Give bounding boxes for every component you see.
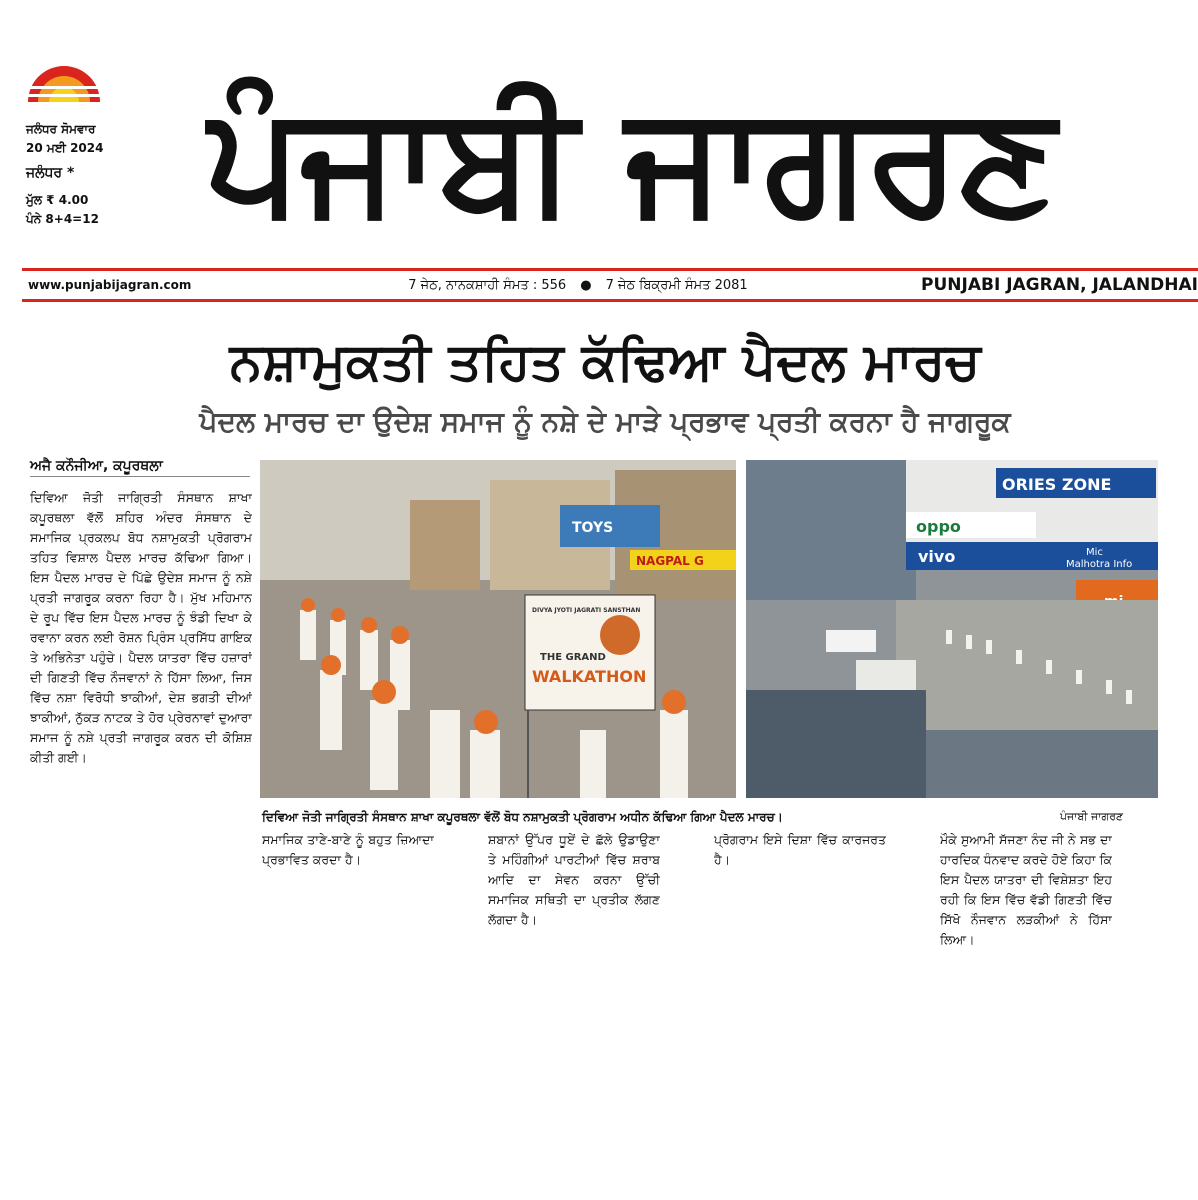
- column-text: ਮੌਕੇ ਸੁਆਮੀ ਸੱਜਣਾ ਨੰਦ ਜੀ ਨੇ ਸਭ ਦਾ ਹਾਰਦਿਕ ਧੰਨਵਾਦ ਕਰਦੇ ਹੋਏ ਕਿਹਾ ਕਿ ਇਸ ਪੈਦਲ ਯਾਤਰਾ ਦੀ ਵਿਸ਼ੇਸ਼ਤਾ ਇਹ ਰਹੀ ਕਿ ਇਸ ਵਿੱਚ ਵੱਡੀ ਗਿਣਤੀ ਵਿੱਚ ਸਿੱਖੋ ਨੌਜਵਾਨ ਲੜਕੀਆਂ ਨੇ ਹਿੱਸਾ ਲਿਆ।: [940, 832, 1112, 947]
- banner-org: DIVYA JYOTI JAGRATI SANSTHAN: [532, 607, 641, 614]
- photo-aerial-illustration: [746, 460, 1158, 798]
- article-column-1: [262, 830, 434, 1190]
- website-link[interactable]: www.punjabijagran.com: [28, 278, 192, 292]
- article-column-4: [940, 830, 1112, 1190]
- newspaper-title: ਪੰਜਾਬੀ ਜਾਗਰਣ: [205, 73, 1054, 247]
- banner-walkathon: WALKATHON: [532, 667, 647, 686]
- bullet-icon: ●: [580, 277, 592, 293]
- photo-walkathon: [260, 460, 736, 798]
- photo-walkathon-illustration: [260, 460, 736, 798]
- column-text: ਸ਼ਬਾਨਾਂ ਉੱਪਰ ਧੂਏਂ ਦੇ ਛੱਲੇ ਉਡਾਉਣਾ ਤੇ ਮਹਿੰਗੀਆਂ ਪਾਰਟੀਆਂ ਵਿੱਚ ਸ਼ਰਾਬ ਆਦਿ ਦਾ ਸੇਵਨ ਕਰਨਾ ਉੱਚੀ ਸਮਾਜਿਕ ਸਥਿਤੀ ਦਾ ਪ੍ਰਤੀਕ ਲੱਗਣ ਲੱਗਦਾ ਹੈ।: [488, 832, 660, 927]
- toys-shop-sign: TOYS: [572, 520, 614, 536]
- edition-city: ਜਲੰਧਰ *: [26, 165, 75, 181]
- column-text: ਸਮਾਜਿਕ ਤਾਣੇ-ਬਾਣੇ ਨੂੰ ਬਹੁਤ ਜ਼ਿਆਦਾ ਪ੍ਰਭਾਵਿਤ ਕਰਦਾ ਹੈ।: [262, 832, 434, 867]
- column-text: ਦਿਵਿਆ ਜੋਤੀ ਜਾਗ੍ਰਿਤੀ ਸੰਸਥਾਨ ਸ਼ਾਖਾ ਕਪੂਰਥਲਾ ਵੱਲੋਂ ਸ਼ਹਿਰ ਅੰਦਰ ਸੰਸਥਾਨ ਦੇ ਸਮਾਜਿਕ ਪ੍ਰਕਲਪ ਬੋਧ ਨਸ਼ਾਮੁਕਤੀ ਪ੍ਰੋਗਰਾਮ ਤਹਿਤ ਵਿਸ਼ਾਲ ਪੈਦਲ ਮਾਰਚ ਕੱਢਿਆ ਗਿਆ। ਇਸ ਪੈਦਲ ਮਾਰਚ ਦੇ ਪਿੱਛੇ ਉਦੇਸ਼ ਸਮਾਜ ਨੂੰ ਨਸ਼ੇ ਪ੍ਰਤੀ ਜਾਗਰੂਕ ਕਰਨਾ ਰਿਹਾ ਹੈ। ਮੁੱਖ ਮਹਿਮਾਨ ਦੇ ਰੂਪ ਵਿੱਚ ਇਸ ਪੈਦਲ ਮਾਰਚ ਨੂੰ ਝੰਡੀ ਦਿਖਾ ਕੇ ਰਵਾਨਾ ਕਰਨ ਲਈ ਰੋਸ਼ਨ ਪ੍ਰਿੰਸ ਪ੍ਰਸਿੱਧ ਗਾਇਕ ਤੇ ਅਭਿਨੇਤਾ ਪਹੁੰਚੇ। ਪੈਦਲ ਯਾਤਰਾ ਵਿੱਚ ਹਜ਼ਾਰਾਂ ਦੀ ਗਿਣਤੀ ਵਿੱਚ ਨੌਜਵਾਨਾਂ ਨੇ ਹਿੱਸਾ ਲਿਆ, ਜਿਸ ਵਿੱਚ ਨਸ਼ਾ ਵਿਰੋਧੀ ਝਾਕੀਆਂ, ਦੇਸ਼ ਭਗਤੀ ਦੀਆਂ ਝਾਕੀਆਂ, ਨੁੱਕੜ ਨਾਟਕ ਤੇ ਹੋਰ ਪ੍ਰੇਰਨਾਵਾਂ ਦੁਆਰਾ ਸਮਾਜ ਨੂੰ ਨਸ਼ੇ ਪ੍ਰਤੀ ਜਾਗਰੂਕ ਕਰਨ ਦੀ ਕੋਸ਼ਿਸ਼ ਕੀਤੀ ਗਈ।: [30, 490, 252, 765]
- article-headline: ਨਸ਼ਾਮੁਕਤੀ ਤਹਿਤ ਕੱਢਿਆ ਪੈਦਲ ਮਾਰਚ: [229, 332, 981, 392]
- nagpal-shop-sign: NAGPAL G: [636, 554, 704, 568]
- malhotra-sign: Malhotra Info: [1066, 559, 1133, 570]
- photo-credit: ਪੰਜਾਬੀ ਜਾਗਰਣ: [1060, 810, 1124, 823]
- byline: ਅਜੈ ਕਨੌਜੀਆ, ਕਪੂਰਥਲਾ: [30, 458, 250, 477]
- bikrami-date: 7 ਜੇਠ ਬਿਕ੍ਰਮੀ ਸੰਮਤ 2081: [605, 277, 748, 293]
- vivo-sign: vivo: [918, 547, 956, 566]
- nanakshahi-date: 7 ਜੇਠ, ਨਾਨਕਸ਼ਾਹੀ ਸੰਮਤ : 556: [408, 277, 567, 293]
- photo-caption: ਦਿਵਿਆ ਜੋਤੀ ਜਾਗ੍ਰਿਤੀ ਸੰਸਥਾਨ ਸ਼ਾਖਾ ਕਪੂਰਥਲਾ ਵੱਲੋਂ ਬੋਧ ਨਸ਼ਾਮੁਕਤੀ ਪ੍ਰੋਗਰਾਮ ਅਧੀਨ ਕੱਢਿਆ ਗਿਆ ਪੈਦਲ ਮਾਰਚ।: [262, 810, 783, 824]
- banner-the-grand: THE GRAND: [540, 652, 606, 663]
- photo-aerial-march: [746, 460, 1158, 798]
- stories-zone-sign: ORIES ZONE: [1002, 475, 1112, 494]
- date-strip: [22, 268, 1198, 302]
- edition-name: PUNJABI JAGRAN, JALANDHAI: [921, 275, 1198, 295]
- article-column-left: [30, 488, 252, 1188]
- calendar-dates: [288, 278, 868, 293]
- sun-logo-icon: [22, 56, 106, 102]
- issue-date: 20 ਮਈ 2024: [26, 141, 104, 155]
- column-text: ਪ੍ਰੋਗਰਾਮ ਇਸੇ ਦਿਸ਼ਾ ਵਿੱਚ ਕਾਰਜਰਤ ਹੈ।: [714, 832, 886, 867]
- edition-meta: [26, 120, 104, 229]
- price: ਮੁੱਲ ₹ 4.00: [26, 193, 89, 207]
- mic-sign: Mic: [1086, 547, 1103, 558]
- article-column-2: [488, 830, 660, 1190]
- page-count: ਪੰਨੇ 8+4=12: [26, 212, 99, 226]
- oppo-sign: oppo: [916, 517, 961, 536]
- article-column-3: [714, 830, 886, 1190]
- city-day: ਜਲੰਧਰ ਸੋਮਵਾਰ: [26, 122, 96, 136]
- article-subheadline: ਪੈਦਲ ਮਾਰਚ ਦਾ ਉਦੇਸ਼ ਸਮਾਜ ਨੂੰ ਨਸ਼ੇ ਦੇ ਮਾੜੇ ਪ੍ਰਭਾਵ ਪ੍ਰਤੀ ਕਰਨਾ ਹੈ ਜਾਗਰੂਕ: [199, 405, 1011, 438]
- masthead: [0, 0, 1198, 300]
